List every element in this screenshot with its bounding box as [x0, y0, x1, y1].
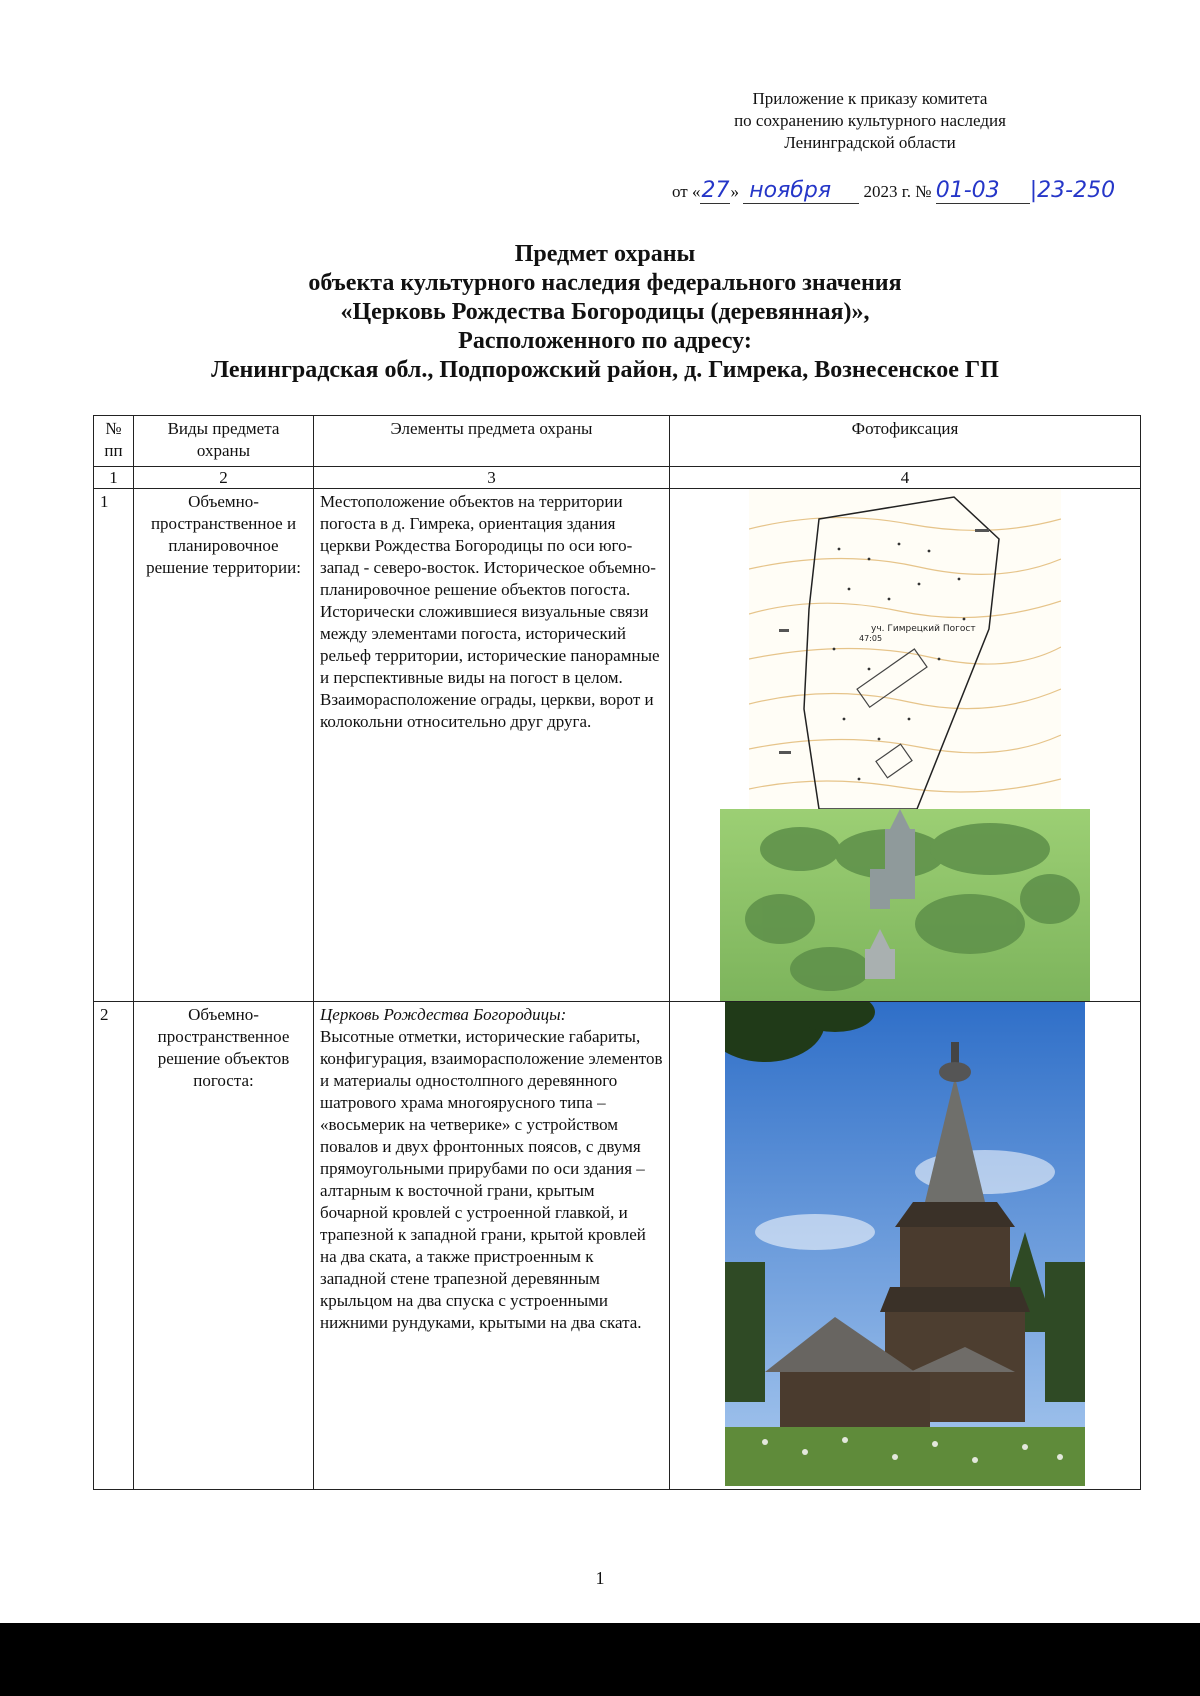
appendix-line: Приложение к приказу комитета	[752, 89, 988, 108]
row-elements	[314, 1002, 670, 1490]
protection-table	[93, 415, 1141, 1490]
site-plan-code: 47:05	[859, 634, 883, 643]
row-number: 2	[94, 1002, 134, 1490]
table-header-row	[94, 416, 1141, 467]
row-number: 1	[94, 489, 134, 1002]
column-number-row	[94, 467, 1141, 489]
table-row	[94, 489, 1141, 1002]
row-elements: Местоположение объектов на территории погоста в д. Гимрека, ориентация здания церкви Рождества Богородицы по оси юго-запад - северо-восток. Историческое объемно-планировочное решение объектов погоста. Исторически сложившиеся визуальные связи между элементами погоста, исторический рельеф территории, исторические панорамные и перспективные виды на погост в целом. Взаиморасположение ограды, церкви, ворот и колокольни относительно друг друга.	[314, 489, 670, 1002]
header-cell-number: № пп	[94, 416, 134, 467]
row-photos	[670, 1002, 1141, 1490]
row-kind: Объемно-пространственное решение объектов погоста:	[134, 1002, 314, 1490]
order-reference	[672, 178, 1115, 204]
header-cell-kind: Виды предмета охраны	[134, 416, 314, 467]
order-prefix: от «	[672, 182, 701, 201]
order-number-handwritten: 01-03	[936, 178, 1030, 204]
order-number-tail: |23-250	[1029, 178, 1116, 203]
page-number: 1	[595, 1568, 605, 1588]
column-number: 1	[94, 467, 134, 489]
column-number: 2	[134, 467, 314, 489]
site-plan-image	[749, 489, 1061, 809]
title-line: Ленинградская обл., Подпорожский район, д. Гимрека, Вознесенское ГП	[211, 357, 999, 383]
appendix-line: по сохранению культурного наследия	[734, 111, 1006, 130]
order-day-handwritten: 27	[701, 178, 730, 203]
scan-border	[0, 1623, 1200, 1696]
row-kind: Объемно-пространственное и планировочное решение территории:	[134, 489, 314, 1002]
header-cell-elements: Элементы предмета охраны	[314, 416, 670, 467]
title-line: «Церковь Рождества Богородицы (деревянная)»,	[340, 299, 870, 325]
row-photos	[670, 489, 1141, 1002]
aerial-photo-image	[720, 809, 1090, 1001]
order-year-text: 2023 г. №	[863, 182, 932, 201]
table-row	[94, 1002, 1141, 1490]
order-day-close: »	[730, 182, 739, 201]
title-line: Расположенного по адресу:	[458, 328, 752, 354]
order-month-handwritten: ноября	[743, 178, 859, 204]
row-elements-text: Высотные отметки, исторические габариты, конфигурация, взаиморасположение элементов и материалы одностолпного деревянного шатрового храма многоярусного типа – «восьмерик на четверике» с устройством повалов и двух фронтонных поясов, с двумя прямоугольными прирубами по оси здания – алтарным к восточной грани, крытым бочарной кровлей с устроенной главкой, и трапезной к западной грани, крытой кровлей на два ската, а также пристроенным к западной стене трапезной деревянным крыльцом на два спуска с устроенными нижними рундуками, крытыми на два ската.	[320, 1027, 663, 1332]
church-photo-image	[725, 1002, 1085, 1486]
appendix-note	[690, 88, 1050, 154]
header-cell-photos: Фотофиксация	[670, 416, 1141, 467]
column-number: 4	[670, 467, 1141, 489]
title-line: Предмет охраны	[514, 241, 696, 267]
site-plan-label: уч. Гимрецкий Погост	[871, 624, 976, 634]
appendix-line: Ленинградской области	[784, 133, 956, 152]
document-title	[100, 240, 1110, 385]
row-elements-lead: Церковь Рождества Богородицы:	[320, 1005, 567, 1024]
column-number: 3	[314, 467, 670, 489]
title-line: объекта культурного наследия федерального значения	[308, 270, 902, 296]
